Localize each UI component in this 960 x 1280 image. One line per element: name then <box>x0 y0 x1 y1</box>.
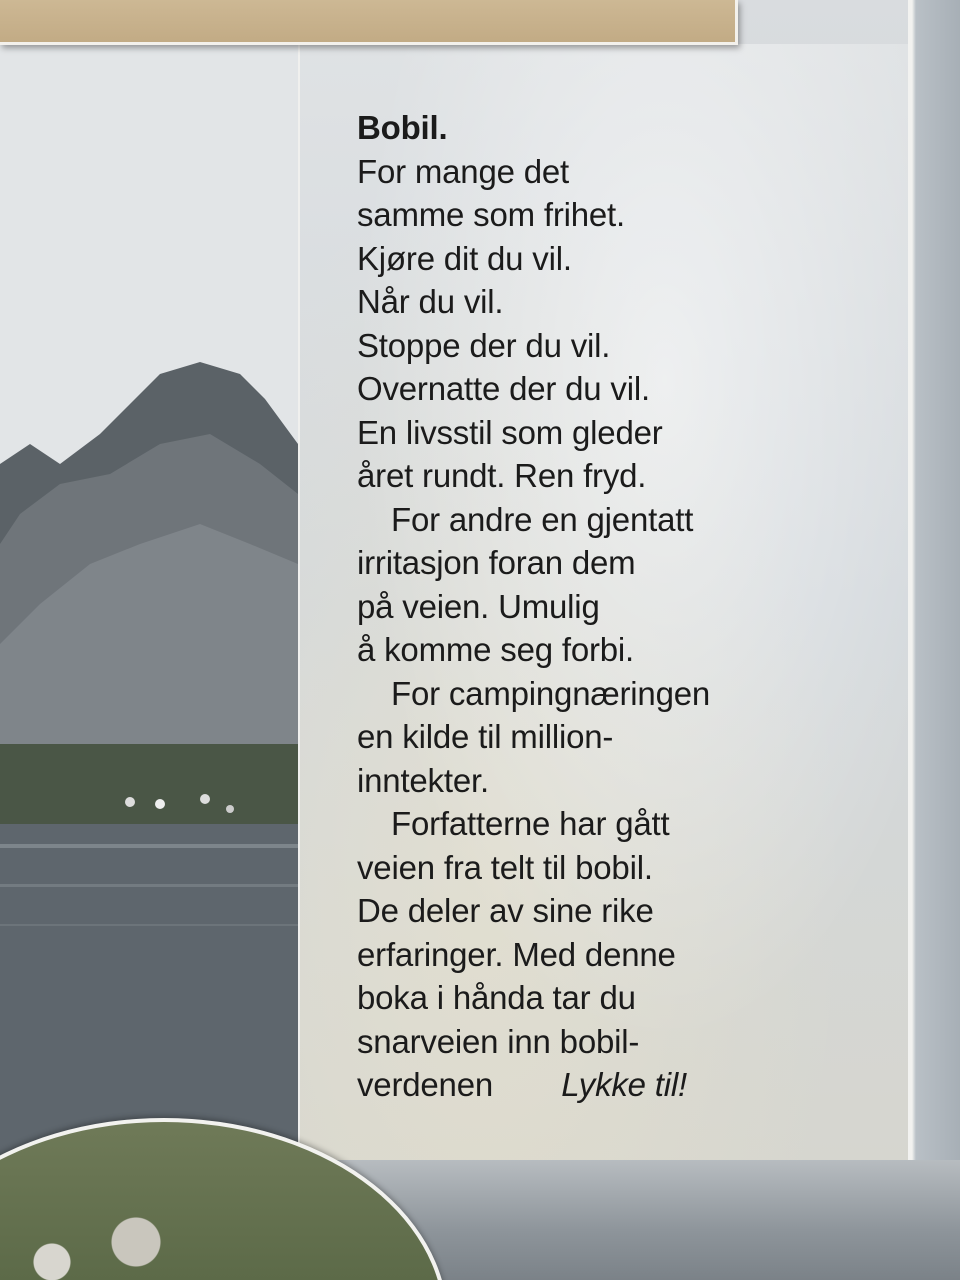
text-line: boka i hånda tar du <box>357 979 636 1016</box>
last-line <box>357 1063 877 1107</box>
text-line: verdenen <box>357 1066 494 1103</box>
text-line: på veien. Umulig <box>357 587 600 625</box>
text-line: veien fra telt til bobil. <box>357 848 653 886</box>
text-line: En livsstil som gleder <box>357 413 663 451</box>
text-line: Kjøre dit du vil. <box>357 239 572 277</box>
text-line: Stoppe der du vil. <box>357 326 611 364</box>
text-line: irritasjon foran dem <box>357 544 636 581</box>
text-panel <box>300 44 908 1164</box>
sand-photo <box>0 0 738 45</box>
text-line: erfaringer. Med denne <box>357 935 676 973</box>
text-line: inntekter. <box>357 761 489 799</box>
text-line: å komme seg forbi. <box>357 631 635 668</box>
right-edge-photo <box>908 0 960 1280</box>
heading: Bobil. <box>357 109 448 146</box>
text-line: Når du vil. <box>357 283 504 320</box>
text-line: Forfatterne har gått <box>391 805 670 842</box>
signoff: Lykke til! <box>561 1066 687 1103</box>
text-line: For mange det <box>357 152 570 190</box>
text-line: snarveien inn bobil- <box>357 1022 640 1060</box>
text-line: en kilde til million- <box>357 718 614 755</box>
text-line: For andre en gjentatt <box>391 500 694 538</box>
text-line: For campingnæringen <box>391 674 711 712</box>
back-cover-text <box>357 106 877 1107</box>
text-line: De deler av sine rike <box>357 892 654 929</box>
mountain-fjord-photo <box>0 44 300 1164</box>
text-line: Overnatte der du vil. <box>357 370 650 407</box>
mountain-illustration <box>0 44 298 1164</box>
text-line: året rundt. Ren fryd. <box>357 457 647 494</box>
text-line: samme som frihet. <box>357 196 625 233</box>
